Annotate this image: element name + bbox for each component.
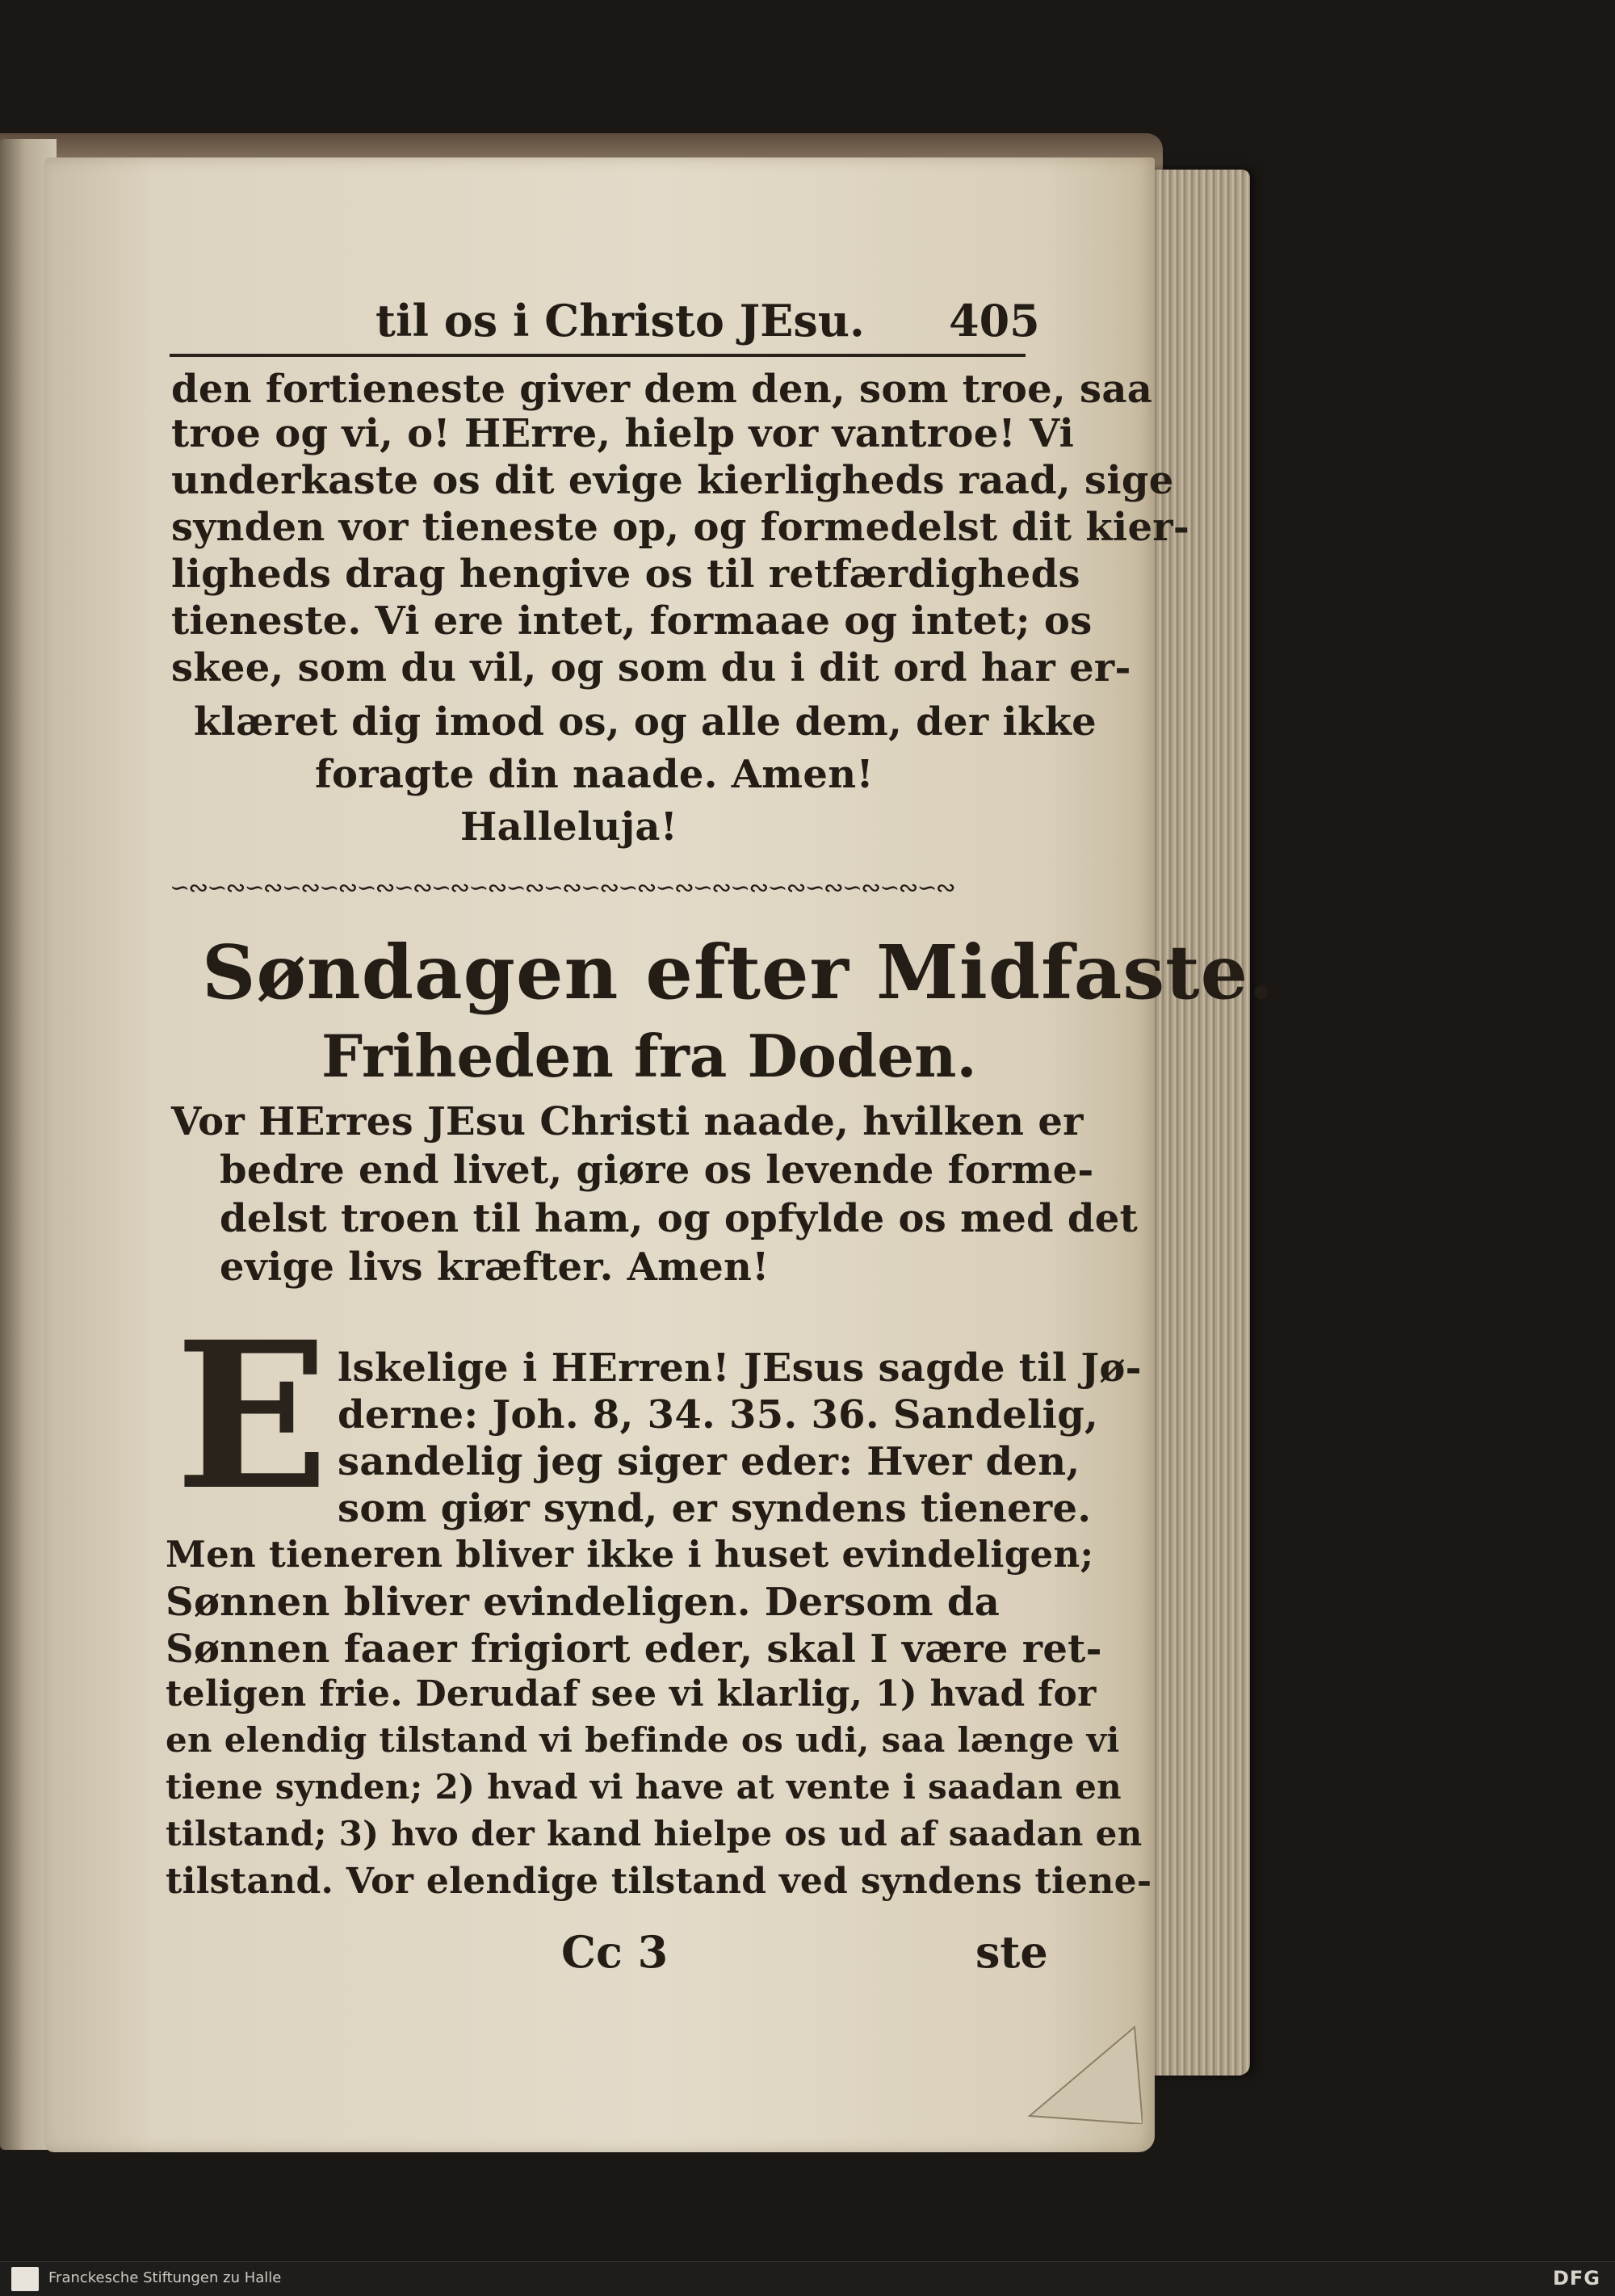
sermon-title: Søndagen efter Midfaste.	[202, 929, 1276, 1016]
prayer-line: klæret dig imod os, og alle dem, der ikke	[194, 699, 1097, 745]
ornament-border: ∽∾∽∾∽∾∽∾∽∾∽∾∽∾∽∾∽∾∽∾∽∾∽∾∽∾∽∾∽∾∽∾∽∾∽∾∽∾∽∾∽∾	[170, 876, 954, 899]
running-head: til os i Christo JEsu.	[375, 295, 865, 346]
prayer-line: foragte din naade. Amen!	[315, 752, 874, 797]
folded-corner	[1021, 2019, 1143, 2124]
halleluja: Halleluja!	[460, 804, 678, 850]
prayer-line: tieneste. Vi ere intet, formaae og intet; os	[171, 598, 1093, 644]
main-line: tilstand. Vor elendige tilstand ved syndens tiene-	[166, 1861, 1152, 1902]
prayer-line: ligheds drag hengive os til retfærdigheds	[171, 552, 1080, 597]
viewer-footer	[0, 2261, 1615, 2296]
institution-name: Franckesche Stiftungen zu Halle	[48, 2269, 282, 2286]
main-line: som giør synd, er syndens tienere.	[338, 1486, 1092, 1531]
dfg-logo: DFG	[1552, 2267, 1600, 2290]
main-line: en elendig tilstand vi befinde os udi, saa længe vi	[166, 1720, 1120, 1760]
prayer-line: troe og vi, o! HErre, hielp vor vantroe! Vi	[171, 411, 1075, 456]
main-line: Men tieneren bliver ikke i huset evindeligen;	[166, 1533, 1094, 1576]
greeting-line: delst troen til ham, og opfylde os med det	[220, 1196, 1139, 1241]
greeting-line: evige livs kræfter. Amen!	[220, 1245, 770, 1290]
main-line: Sønnen bliver evindeligen. Dersom da	[166, 1580, 1000, 1625]
page-number: 405	[949, 295, 1040, 346]
main-line: Sønnen faaer frigiort eder, skal I være ret-	[166, 1627, 1102, 1672]
main-line: teligen frie. Derudaf see vi klarlig, 1) hvad for	[166, 1673, 1097, 1715]
catchword: ste	[975, 1926, 1048, 1978]
main-line: derne: Joh. 8, 34. 35. 36. Sandelig,	[338, 1392, 1099, 1438]
greeting-line: Vor HErres JEsu Christi naade, hvilken er	[171, 1099, 1084, 1144]
institution-logo-icon	[11, 2267, 39, 2291]
main-line: tiene synden; 2) hvad vi have at vente i saadan en	[166, 1767, 1122, 1807]
prayer-line: den fortieneste giver dem den, som troe, saa	[171, 367, 1153, 412]
drop-cap-initial: E	[174, 1297, 329, 1534]
main-line: sandelig jeg siger eder: Hver den,	[338, 1439, 1080, 1484]
sermon-subtitle: Friheden fra Doden.	[321, 1022, 977, 1090]
main-line: tilstand; 3) hvo der kand hielpe os ud af saadan en	[166, 1814, 1143, 1853]
prayer-line: synden vor tieneste op, og formedelst dit kier-	[171, 505, 1190, 550]
signature-mark: Cc 3	[561, 1926, 669, 1978]
header-rule	[170, 354, 1026, 357]
greeting-line: bedre end livet, giøre os levende forme-	[220, 1148, 1094, 1193]
prayer-line: skee, som du vil, og som du i dit ord har er-	[171, 645, 1131, 690]
prayer-line: underkaste os dit evige kierligheds raad, sige	[171, 458, 1174, 503]
main-line: lskelige i HErren! JEsus sagde til Jø-	[338, 1345, 1142, 1391]
